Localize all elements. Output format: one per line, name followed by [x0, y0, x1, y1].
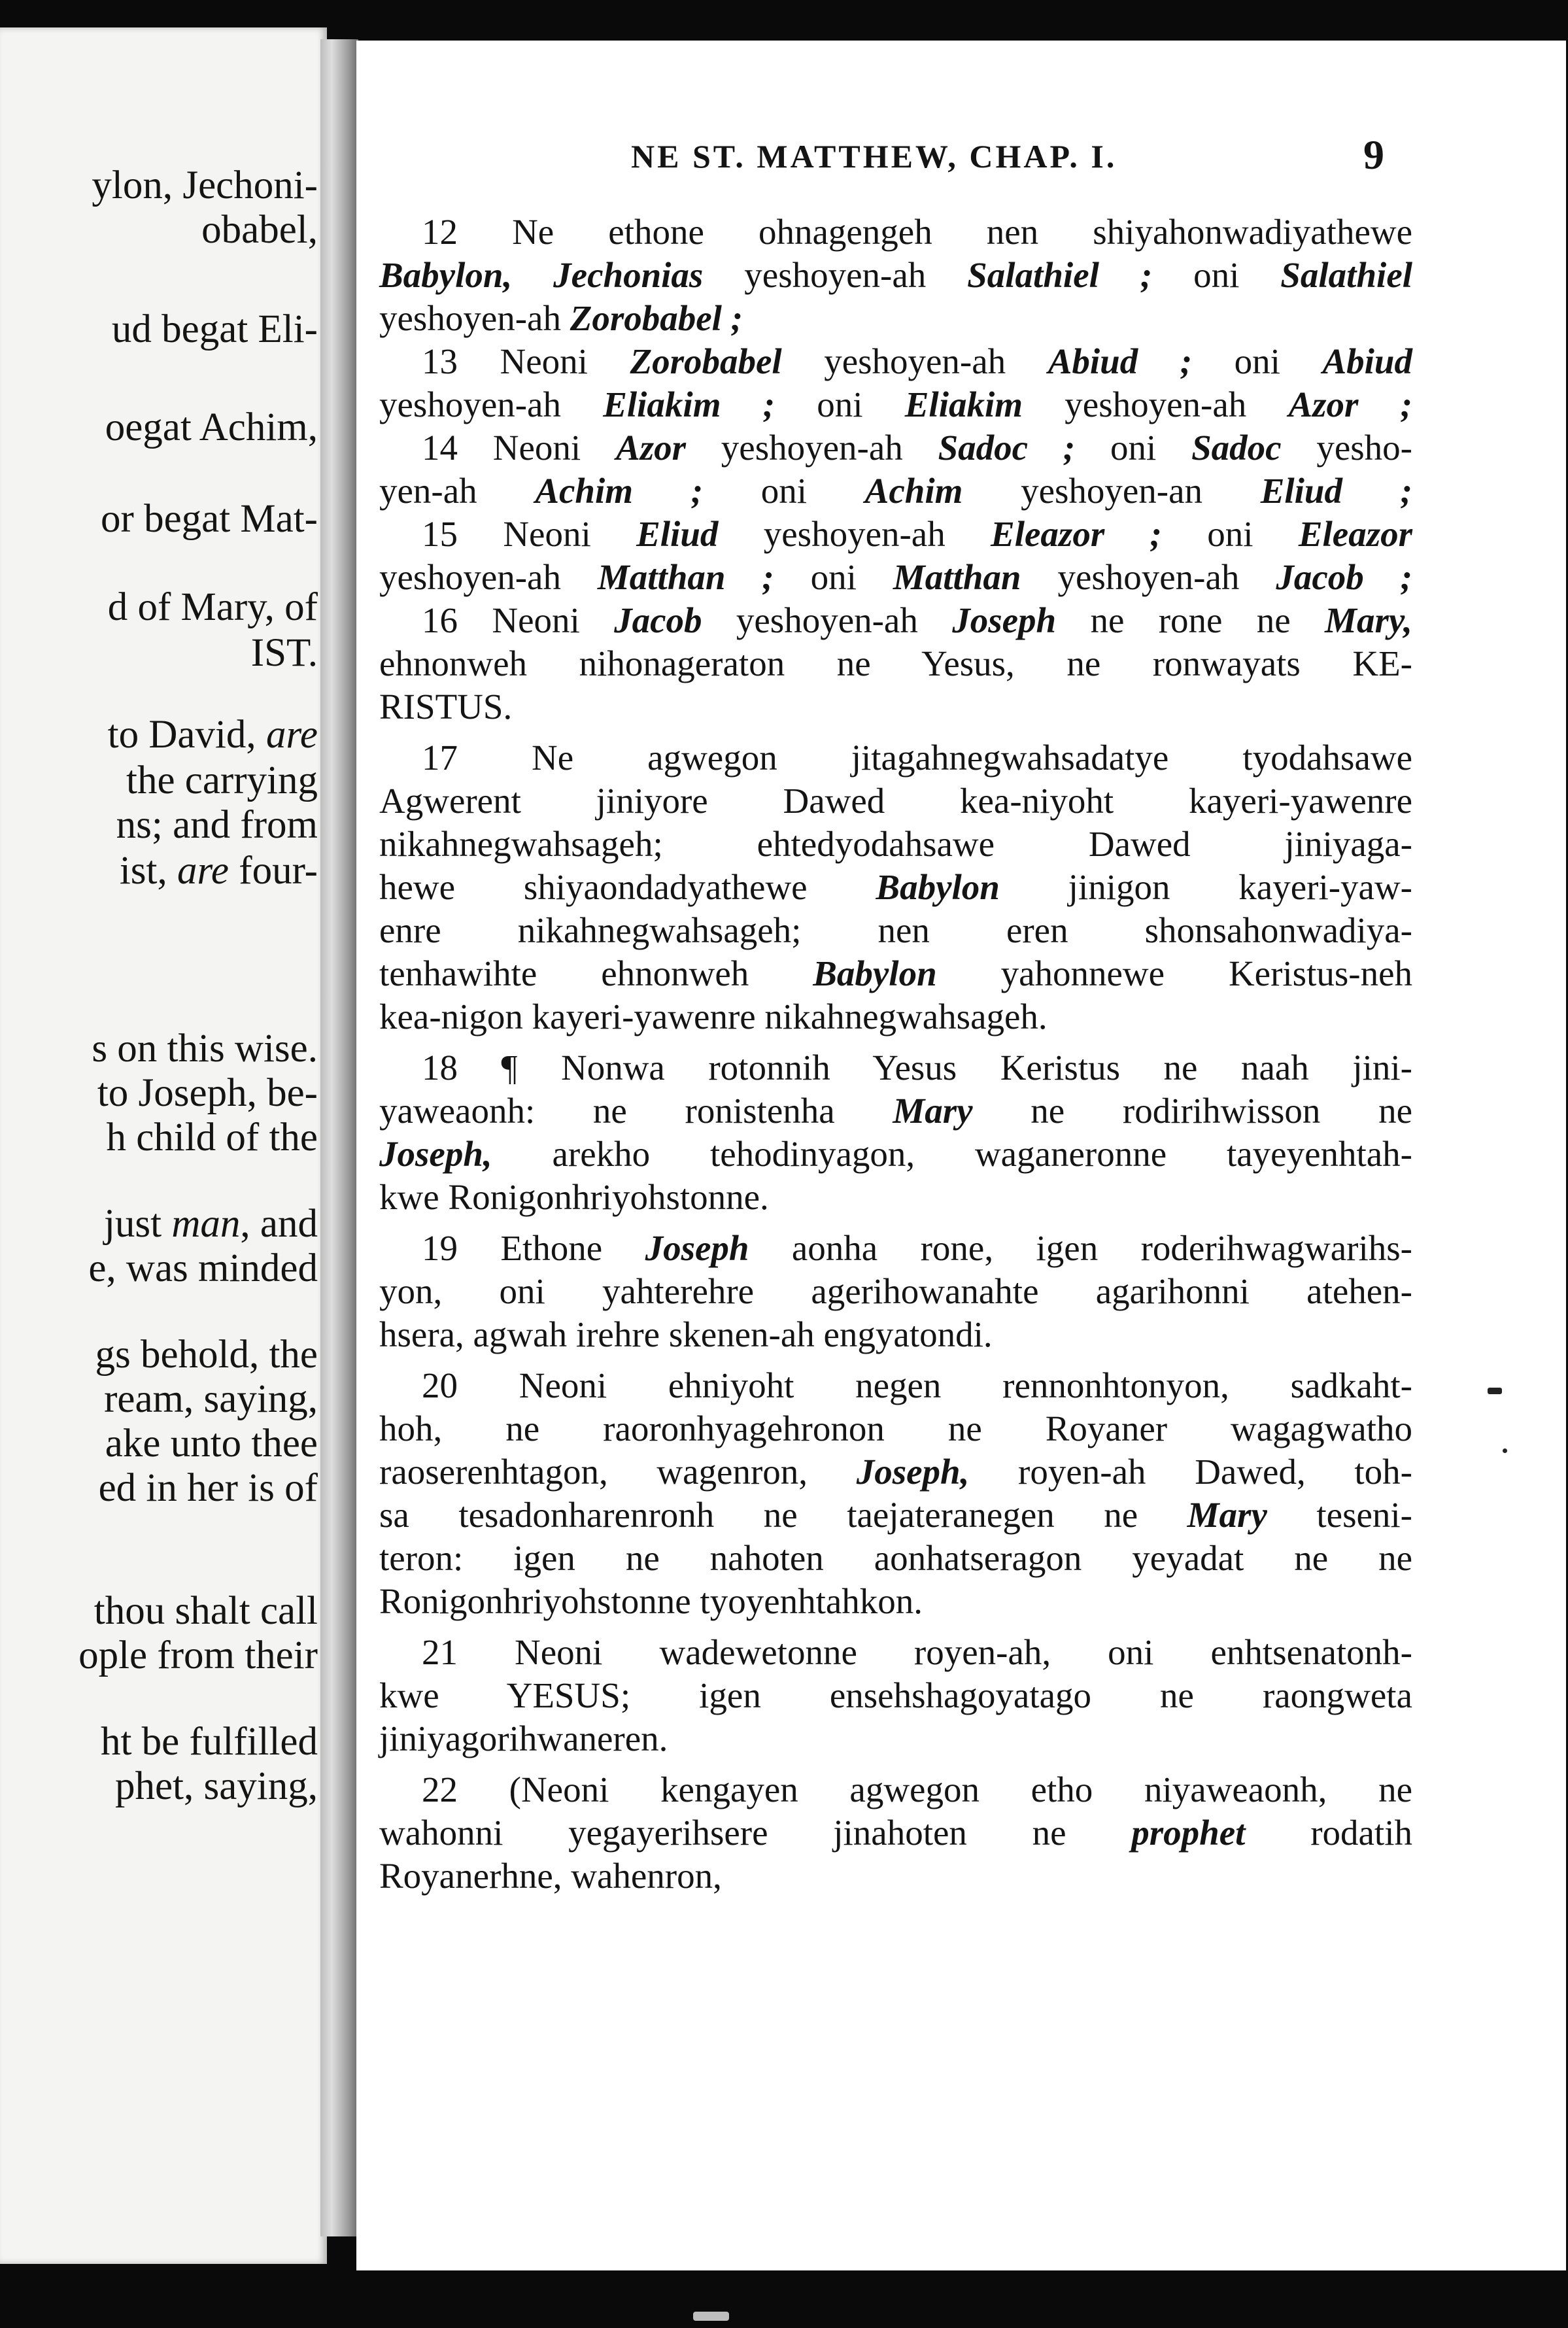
text-line: [379, 599, 1412, 642]
text-segment: nikahnegwahsageh; ehtedyodahsawe Dawed jiniyaga-: [379, 824, 1412, 864]
facing-page-line: s on this wise.: [92, 1027, 318, 1070]
text-line: [379, 1717, 1412, 1760]
text-line: [379, 1364, 1412, 1407]
facing-page-left: [0, 27, 327, 2264]
text-segment: oni: [1161, 514, 1299, 554]
text-segment: raoserenhtagon, wagenron,: [379, 1452, 857, 1492]
text-line: [379, 254, 1412, 297]
italic-name: Achim ;: [535, 471, 704, 511]
facing-page-line: to David, are: [107, 713, 318, 757]
text-segment: tenhawihte ehnonweh: [379, 953, 813, 993]
facing-page-line: ream, saying,: [104, 1377, 318, 1421]
italic-name: Jacob: [614, 600, 702, 640]
text-segment: 16 Neoni: [422, 600, 615, 640]
text-segment: yeshoyen-ah: [718, 514, 991, 554]
text-segment: yesho-: [1281, 428, 1412, 468]
text-segment: 19 Ethone: [422, 1228, 645, 1268]
text-segment: ne rodirihwisson ne: [972, 1091, 1412, 1131]
italic-name: Eleazor ;: [991, 514, 1162, 554]
facing-page-line: ake unto thee: [105, 1422, 318, 1465]
margin-mark: [1488, 1388, 1502, 1394]
italic-name: Joseph: [952, 600, 1057, 640]
text-segment: oni: [1152, 255, 1281, 295]
text-segment: [512, 255, 553, 295]
text-segment: hoh, ne raoronhyagehronon ne Royaner wagagwatho: [379, 1409, 1412, 1448]
text-segment: 18 ¶ Nonwa rotonnih Yesus Keristus ne naah jini-: [422, 1048, 1412, 1087]
facing-page-line: h child of the: [106, 1116, 318, 1159]
text-segment: royen-ah Dawed, toh-: [969, 1452, 1412, 1492]
italic-name: Eliakim ;: [603, 385, 775, 424]
text-segment: enre nikahnegwahsageh; nen eren shonsahonwadiya-: [379, 910, 1412, 950]
book-gutter: [320, 39, 358, 2236]
text-segment: kwe Ronigonhriyohstonne.: [379, 1177, 769, 1217]
italic-name: Achim: [864, 471, 963, 511]
text-line: [379, 952, 1412, 995]
facing-page-line: ht be fulfilled: [100, 1720, 318, 1764]
italic-name: Joseph: [645, 1228, 749, 1268]
text-segment: yahonnewe Keristus-neh: [936, 953, 1412, 993]
text-line: [379, 426, 1412, 470]
text-segment: Ronigonhriyohstonne tyoyenhtahkon.: [379, 1581, 923, 1621]
italic-name: Eliakim: [904, 385, 1023, 424]
text-segment: oni: [775, 385, 905, 424]
facing-page-line: ud begat Eli-: [111, 307, 318, 351]
text-segment: Royanerhne, wahenron,: [379, 1856, 722, 1896]
italic-name: Azor ;: [1288, 385, 1412, 424]
text-line: [379, 556, 1412, 599]
text-line: [379, 1089, 1412, 1133]
text-line: [379, 1580, 1412, 1623]
italic-name: Jacob ;: [1276, 557, 1412, 597]
italic-name: Babylon: [876, 867, 1000, 907]
text-line: [379, 866, 1412, 909]
facing-page-line: ople from their: [78, 1634, 318, 1677]
facing-page-line: oegat Achim,: [105, 405, 318, 449]
text-segment: yeshoyen-ah: [1023, 385, 1289, 424]
text-segment: yeshoyen-an: [963, 471, 1261, 511]
facing-page-line: e, was minded: [88, 1246, 318, 1290]
text-line: [379, 1046, 1412, 1089]
text-segment: aonha rone, igen roderihwagwarihs-: [749, 1228, 1412, 1268]
text-segment: teron: igen ne nahoten aonhatseragon yeyadat ne ne: [379, 1538, 1412, 1578]
text-segment: rodatih: [1245, 1813, 1412, 1853]
text-line: [379, 1270, 1412, 1313]
text-segment: oni: [1075, 428, 1192, 468]
text-line: [379, 1855, 1412, 1898]
text-line: [379, 340, 1412, 383]
text-segment: wahonni yegayerihsere jinahoten ne: [379, 1813, 1132, 1853]
text-segment: 17 Ne agwegon jitagahnegwahsadatye tyodahsawe: [422, 738, 1412, 778]
facing-page-line: or begat Mat-: [101, 497, 318, 541]
scan-artifact: [693, 2312, 729, 2321]
text-line: [379, 1176, 1412, 1219]
facing-page-line: IST.: [250, 631, 318, 675]
text-line: [379, 513, 1412, 556]
facing-page-line: ylon, Jechoni-: [92, 163, 318, 207]
text-segment: kwe YESUS; igen ensehshagoyatago ne raongweta: [379, 1675, 1412, 1715]
text-segment: hewe shiyaondadyathewe: [379, 867, 876, 907]
facing-page-line: ns; and from: [116, 803, 318, 847]
text-segment: 14 Neoni: [422, 428, 617, 468]
text-line: [379, 1768, 1412, 1811]
italic-name: Azor: [616, 428, 687, 468]
facing-page-line: to Joseph, be-: [97, 1071, 318, 1115]
text-line: [379, 1313, 1412, 1356]
text-segment: ehnonweh nihonageraton ne Yesus, ne ronwayats KE-: [379, 643, 1412, 683]
facing-page-line: just man, and: [103, 1202, 318, 1246]
running-head: NE ST. MATTHEW, CHAP. I.: [631, 138, 1117, 175]
text-line: [379, 642, 1412, 685]
italic-name: Joseph,: [856, 1452, 970, 1492]
italic-name: Matthan ;: [597, 557, 774, 597]
italic-name: Zorobabel ;: [570, 298, 743, 338]
text-line: [379, 211, 1412, 254]
text-segment: yeshoyen-ah: [1021, 557, 1276, 597]
italic-name: Abiud: [1322, 341, 1412, 381]
facing-page-line: ist, are four-: [119, 849, 318, 893]
text-segment: yeshoyen-ah: [379, 557, 598, 597]
text-segment: 21 Neoni wadewetonne royen-ah, oni enhtsenatonh-: [422, 1632, 1412, 1672]
text-segment: kea-nigon kayeri-yawenre nikahnegwahsageh.: [379, 997, 1048, 1036]
text-segment: 12 Ne ethone ohnagengeh nen shiyahonwadiyathewe: [422, 212, 1412, 252]
italic-name: Sadoc ;: [938, 428, 1076, 468]
text-segment: teseni-: [1267, 1495, 1412, 1535]
text-line: [379, 736, 1412, 779]
text-line: [379, 470, 1412, 513]
text-line: [379, 823, 1412, 866]
text-segment: ne rone ne: [1056, 600, 1325, 640]
text-line: [379, 1494, 1412, 1537]
italic-name: Eliud ;: [1260, 471, 1413, 511]
italic-name: Joseph,: [379, 1134, 492, 1174]
text-segment: oni: [703, 471, 865, 511]
text-line: [379, 297, 1412, 340]
italic-name: Mary,: [1325, 600, 1412, 640]
page-header: [631, 131, 1384, 190]
text-segment: yaweaonh: ne ronistenha: [379, 1091, 893, 1131]
text-segment: yeshoyen-ah: [781, 341, 1048, 381]
text-segment: yen-ah: [379, 471, 536, 511]
italic-name: Matthan: [893, 557, 1021, 597]
text-line: [379, 1674, 1412, 1717]
text-segment: 13 Neoni: [422, 341, 630, 381]
text-segment: oni: [1192, 341, 1323, 381]
text-line: [379, 1811, 1412, 1855]
text-segment: oni: [774, 557, 893, 597]
italic-name: Salathiel ;: [967, 255, 1153, 295]
text-segment: 15 Neoni: [422, 514, 637, 554]
italic-name: Sadoc: [1191, 428, 1282, 468]
italic-name: Salathiel: [1280, 255, 1413, 295]
italic-name: Zorobabel: [630, 341, 782, 381]
text-line: [379, 909, 1412, 952]
text-line: [379, 685, 1412, 728]
italic-name: Abiud ;: [1048, 341, 1193, 381]
facing-page-line: obabel,: [201, 208, 318, 252]
facing-page-line: thou shalt call: [94, 1589, 318, 1633]
text-line: [379, 1407, 1412, 1450]
italic-name: Eliud: [636, 514, 719, 554]
text-segment: yeshoyen-ah: [379, 385, 604, 424]
text-segment: yeshoyen-ah: [702, 600, 953, 640]
text-line: [379, 1631, 1412, 1674]
text-line: [379, 1537, 1412, 1580]
italic-name: Mary: [1187, 1495, 1267, 1535]
italic-name: Jechonias: [553, 255, 704, 295]
italic-name: Babylon: [813, 953, 937, 993]
text-segment: yon, oni yahterehre agerihowanahte agarihonni atehen-: [379, 1271, 1412, 1311]
text-segment: jiniyagorihwaneren.: [379, 1719, 668, 1758]
text-segment: yeshoyen-ah: [686, 428, 938, 468]
facing-page-line: gs behold, the: [95, 1333, 318, 1377]
text-line: [379, 383, 1412, 426]
book-page-right: [356, 41, 1566, 2270]
italic-name: Eleazor: [1298, 514, 1412, 554]
text-segment: Agwerent jiniyore Dawed kea-niyoht kayeri-yawenre: [379, 781, 1412, 821]
text-line: [379, 995, 1412, 1038]
italic-name: Mary: [893, 1091, 973, 1131]
text-segment: yeshoyen-ah: [379, 298, 570, 338]
text-segment: jinigon kayeri-yaw-: [999, 867, 1412, 907]
text-segment: arekho tehodinyagon, waganeronne tayeyenhtah-: [492, 1134, 1412, 1174]
text-line: [379, 1133, 1412, 1176]
text-segment: RISTUS.: [379, 687, 513, 727]
facing-page-line: phet, saying,: [114, 1764, 318, 1808]
facing-page-line: the carrying: [126, 759, 318, 802]
page-number: 9: [1363, 131, 1384, 178]
scripture-text: [379, 211, 1412, 1898]
text-line: [379, 1450, 1412, 1494]
text-segment: 22 (Neoni kengayen agwegon etho niyaweaonh, ne: [422, 1770, 1412, 1809]
text-segment: 20 Neoni ehniyoht negen rennonhtonyon, sadkaht-: [422, 1365, 1412, 1405]
facing-page-line: d of Mary, of: [107, 585, 318, 629]
text-segment: sa tesadonharenronh ne taejateranegen ne: [379, 1495, 1187, 1535]
text-line: [379, 779, 1412, 823]
text-segment: hsera, agwah irehre skenen-ah engyatondi.: [379, 1314, 993, 1354]
italic-name: Babylon,: [379, 255, 513, 295]
facing-page-line: ed in her is of: [98, 1466, 318, 1510]
margin-dot: [1503, 1448, 1507, 1453]
text-line: [379, 1227, 1412, 1270]
text-segment: yeshoyen-ah: [703, 255, 968, 295]
italic-name: prophet: [1131, 1813, 1246, 1853]
